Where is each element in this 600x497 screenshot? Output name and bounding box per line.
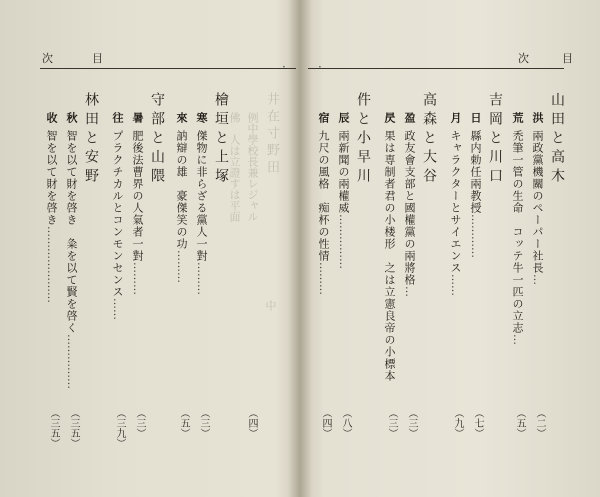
section-heading: 吉岡と川口 (487, 92, 503, 187)
entry-label: 昃 (383, 112, 396, 124)
left-header-folio: 目 (92, 52, 104, 65)
section-heading: 高森と大谷 (421, 92, 437, 187)
entry-text: 智を以て財を啓き 粂を以て賢を啓く (65, 130, 78, 334)
toc-entry (384, 112, 395, 382)
entry-text: 縣内勅任兩教授 (469, 130, 482, 214)
section-heading: 山田と高木 (549, 92, 565, 187)
entry-text: 政友會支部と國權黨の兩將格 (403, 130, 416, 286)
entry-page-number: （四） (246, 408, 257, 438)
section-heading: 件と小早川 (355, 92, 371, 187)
toc-entry: 月キャラクターとサイエンス…… (449, 112, 462, 296)
toc-entry: 收智を以て財を啓き………………… (45, 112, 58, 303)
toc-entry: 暑肥後法曹界の人氣者一對……… (131, 112, 144, 295)
entry-page-number: （八） (340, 408, 351, 438)
entry-text: 禿筆一管の生命 コッテ牛一匹の立志 (511, 130, 524, 334)
right-header-title: 次 (518, 52, 530, 65)
entry-page-number: （三） (386, 408, 397, 438)
toc-entry: 往プラクチカルとコンモンセンス…… (111, 112, 124, 320)
entry-label: 月 (449, 112, 462, 124)
entry-text: 智を以て財を啓き (45, 130, 58, 226)
entry-label: 秋 (65, 112, 78, 124)
entry-text: 訥辯の雄 豪傑笑の功 (175, 130, 188, 250)
entry-label: 來 (175, 112, 188, 124)
entry-page-number: （九） (452, 408, 463, 438)
left-header-title: 次 (42, 52, 54, 65)
entry-page-number: （三） (134, 408, 145, 438)
toc-entry: 辰兩新聞の兩權威…………… (337, 112, 350, 269)
entry-page-number: （三） (198, 408, 209, 438)
entry-text: 兩政黨機關のペーパー社長 (531, 130, 544, 274)
toc-entry: 荒禿筆一管の生命 コッテ牛一匹の立志… (511, 112, 524, 345)
toc-entry: 寒傑物に非らざる黨人一對……… (195, 112, 208, 295)
entry-label: 洪 (531, 112, 544, 124)
entry-page-number: （七） (472, 408, 483, 438)
entry-label: 荒 (511, 112, 524, 124)
entry-text: プラクチカルとコンモンセンス (111, 130, 124, 298)
entry-label: 寒 (195, 112, 208, 124)
entry-label: 日 (469, 112, 482, 124)
entry-label: 往 (111, 112, 124, 124)
entry-label: 收 (45, 112, 58, 124)
entry-page-number: （三五） (48, 408, 59, 448)
section-heading: 林田と安野 (83, 92, 99, 187)
entry-page-number: （二） (534, 408, 545, 438)
toc-entry: 盈政友會支部と國權黨の兩將格… (403, 112, 416, 297)
entry-label: 宿 (317, 112, 330, 124)
entry-text: キャラクターとサイエンス (449, 130, 462, 274)
entry-page-number: （五） (178, 408, 189, 438)
entry-label: 盈 (403, 112, 416, 124)
entry-label: 暑 (131, 112, 144, 124)
toc-entry: 宿九尺の風格 痴杯の性情……… (317, 112, 330, 295)
right-header-folio: 目 (562, 52, 574, 65)
right-header-rule (308, 68, 564, 69)
right-page (300, 0, 600, 497)
entry-text: 肥後法曹界の人氣者一對 (131, 130, 144, 262)
left-page-mark: · (282, 60, 286, 74)
entry-page-number: （三） (406, 408, 417, 438)
bleed-through-text: 例中學校長兼レジャル (246, 112, 259, 222)
entry-label: 辰 (337, 112, 350, 124)
toc-entry: 日縣内勅任兩教授………… (469, 112, 482, 258)
entry-text: 傑物に非らざる黨人一對 (195, 130, 208, 262)
bleed-through-text: 中 (264, 300, 277, 311)
entry-page-number: （五） (514, 408, 525, 438)
section-heading: 檜垣と上塚 (213, 92, 229, 187)
toc-entry: 洪兩政黨機關のペーパー社長… (531, 112, 544, 285)
entry-text: 九尺の風格 痴杯の性情 (317, 130, 330, 262)
entry-text: 兩新聞の兩權威 (337, 130, 350, 214)
bleed-through-text: 井在寸野田 (264, 92, 279, 177)
toc-entry: 秋智を以て財を啓き 粂を以て賢を啓く…………… (65, 112, 78, 389)
left-header-rule (40, 68, 296, 69)
toc-entry: 來訥辯の雄 豪傑笑の功……… (175, 112, 188, 283)
bleed-through-text: 佛 人は立證すは平面 (228, 112, 241, 222)
entry-text: 果は専制者君の小楼形 之は立憲良帝の小標本 (383, 130, 396, 382)
right-page-mark: · (318, 60, 322, 74)
entry-page-number: （三五） (68, 408, 79, 448)
entry-page-number: （四） (320, 408, 331, 438)
entry-page-number: （三九） (114, 408, 125, 448)
section-heading: 守部と山隈 (149, 92, 165, 187)
